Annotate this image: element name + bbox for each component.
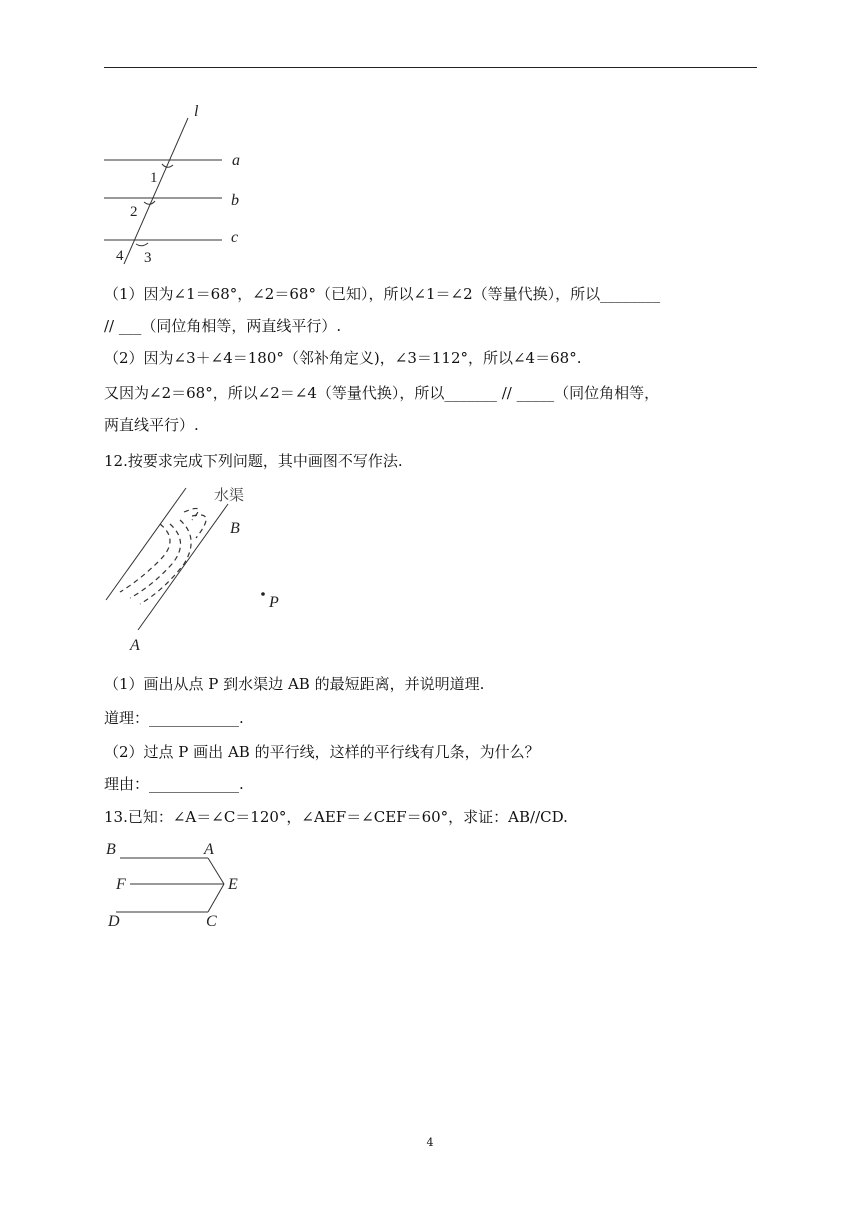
figure-abcd (100, 836, 260, 932)
label-B: B (106, 841, 116, 858)
angle-arc-2 (144, 201, 155, 204)
q11-part1-line1: （1）因为∠1＝68°，∠2＝68°（已知），所以∠1＝∠2（等量代换），所以________ (104, 285, 661, 303)
label-c: c (231, 229, 239, 246)
water-dash-1 (120, 524, 170, 592)
water-dash-2 (130, 524, 181, 598)
angle-label-4: 4 (116, 248, 124, 264)
angle-label-3: 3 (144, 250, 152, 266)
q11-part1-line2: // ___（同位角相等，两直线平行）. (104, 317, 342, 335)
q12-part1: （1）画出从点 P 到水渠边 AB 的最短距离，并说明道理. (104, 675, 485, 693)
label-D: D (108, 913, 120, 930)
label-B: B (230, 520, 240, 537)
q13-title: 13.已知：∠A＝∠C＝120°，∠AEF＝∠CEF＝60°，求证：AB//CD. (104, 808, 568, 826)
label-P: P (269, 594, 279, 611)
point-P (261, 592, 265, 596)
segment-AE (208, 858, 224, 884)
figure-canal (100, 480, 300, 655)
canal-edge-left (106, 488, 186, 600)
angle-label-2: 2 (130, 204, 138, 220)
label-a: a (232, 152, 240, 169)
page-number: 4 (426, 1136, 434, 1149)
q12-title: 12.按要求完成下列问题，其中画图不写作法. (104, 452, 403, 470)
q12-reason1: 道理：____________. (104, 709, 244, 727)
segment-EC (208, 884, 224, 912)
q11-part2-line2: 又因为∠2＝68°，所以∠2＝∠4（等量代换），所以_______ // _____（同位角相等， (104, 384, 660, 402)
label-b: b (231, 192, 239, 209)
header-rule (104, 67, 757, 68)
water-dash-5 (184, 508, 198, 520)
angle-label-1: 1 (150, 170, 158, 186)
transversal-l (124, 118, 188, 264)
label-A: A (204, 841, 214, 858)
water-dash-4 (192, 515, 206, 538)
label-l: l (194, 103, 199, 120)
q12-reason2: 理由：____________. (104, 775, 244, 793)
q11-part2-line1: （2）因为∠3＋∠4＝180°（邻补角定义)，∠3＝112°，所以∠4＝68°. (104, 349, 582, 367)
label-A: A (130, 637, 140, 654)
label-canal: 水渠 (214, 486, 245, 504)
q12-part2: （2）过点 P 画出 AB 的平行线，这样的平行线有几条，为什么？ (104, 743, 540, 761)
label-C: C (206, 913, 217, 930)
label-F: F (116, 876, 126, 893)
q11-part2-line3: 两直线平行）. (104, 416, 199, 434)
label-E: E (228, 876, 238, 893)
figure-parallel-lines (100, 98, 270, 270)
angle-arc-3 (136, 243, 148, 246)
